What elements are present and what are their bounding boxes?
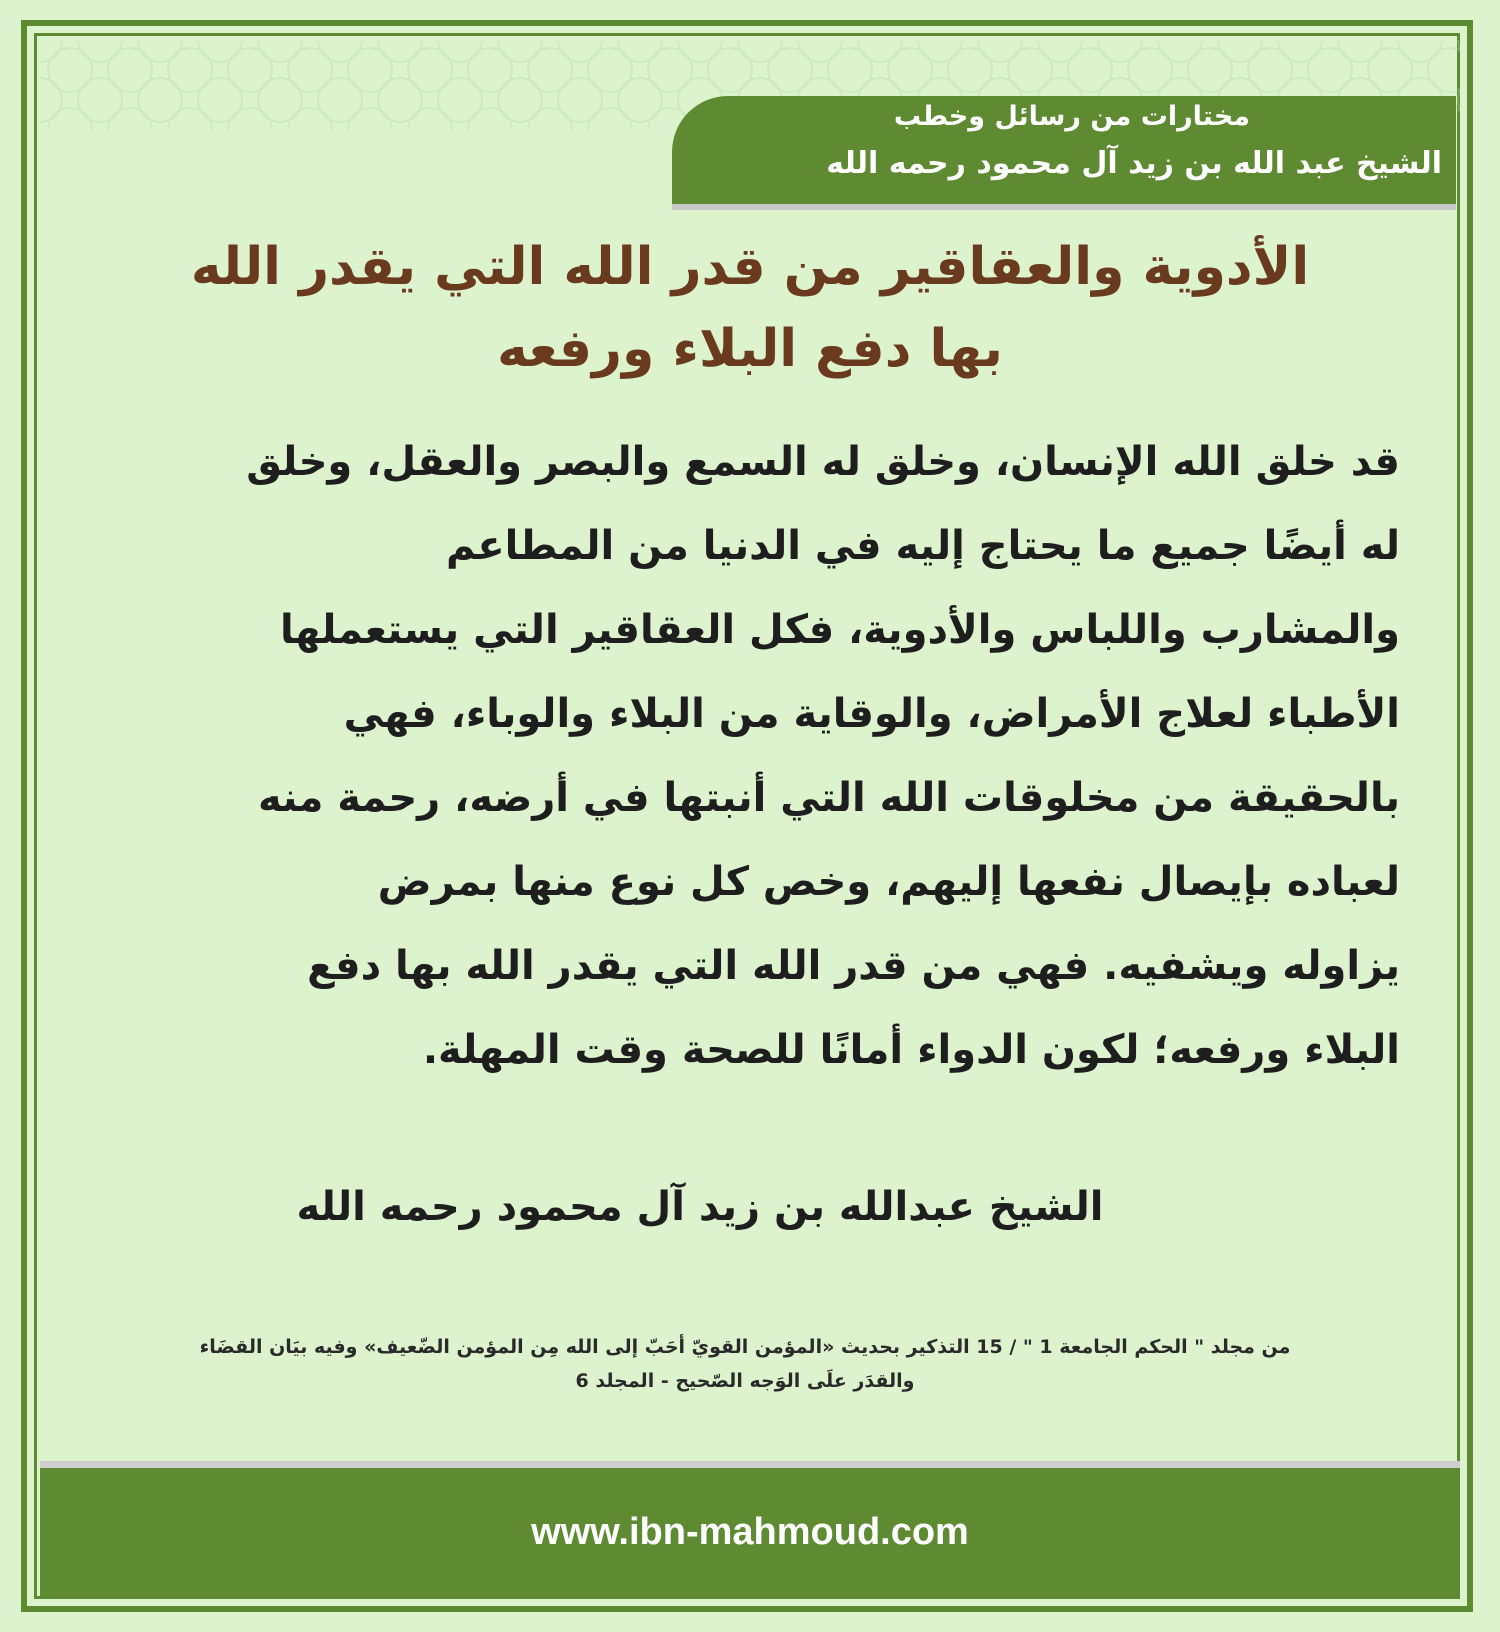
- article-body: [130, 420, 1400, 1092]
- header-series-title: مختارات من رسائل وخطب: [893, 101, 1250, 132]
- source-line-2: والقدَر علَى الوَجه الصّحيح - المجلد 6: [575, 1370, 915, 1392]
- body-line: الأطباء لعلاج الأمراض، والوقاية من البلاء والوباء، فهي: [343, 691, 1400, 737]
- body-line: قد خلق الله الإنسان، وخلق له السمع والبصر والعقل، وخلق: [246, 439, 1400, 485]
- title-line-2: بها دفع البلاء ورفعه: [497, 319, 1003, 379]
- body-line: يزاوله ويشفيه. فهي من قدر الله التي يقدر الله بها دفع: [307, 943, 1400, 989]
- source-citation: [120, 1330, 1370, 1398]
- header-author-name: الشيخ عبد الله بن زيد آل محمود رحمه الله: [826, 146, 1442, 181]
- body-line: بالحقيقة من مخلوقات الله التي أنبتها في أرضه، رحمة منه: [258, 775, 1400, 821]
- body-line: والمشارب واللباس والأدوية، فكل العقاقير التي يستعملها: [280, 607, 1400, 653]
- title-line-1: الأدوية والعقاقير من قدر الله التي يقدر الله: [190, 237, 1310, 297]
- author-signature: الشيخ عبدالله بن زيد آل محمود رحمه الله: [296, 1184, 1104, 1230]
- website-url: www.ibn-mahmoud.com: [531, 1511, 969, 1553]
- article-title: [90, 226, 1410, 390]
- body-line: لعباده بإيصال نفعها إليهم، وخص كل نوع منها بمرض: [377, 859, 1400, 905]
- body-line: له أيضًا جميع ما يحتاج إليه في الدنيا من المطاعم: [445, 523, 1400, 569]
- source-line-1: من مجلد " الحكم الجامعة 1 " / 15 التذكير بحديث «المؤمن القويّ أحَبّ إلى الله مِن المؤمن الضّعيف» وفيه بيَان القضَاء: [199, 1336, 1291, 1358]
- body-line: البلاء ورفعه؛ لكون الدواء أمانًا للصحة وقت المهلة.: [422, 1027, 1400, 1073]
- footer-bar: [40, 1468, 1460, 1596]
